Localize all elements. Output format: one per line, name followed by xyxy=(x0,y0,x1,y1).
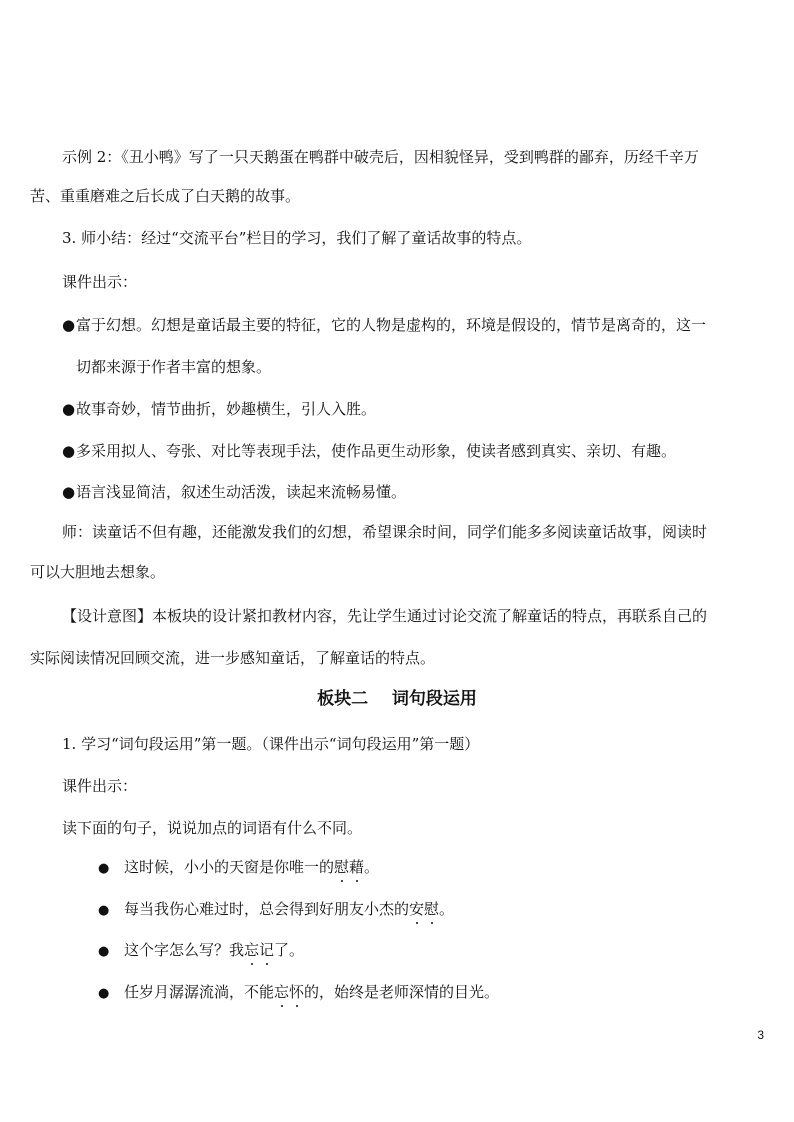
bullet-dot: ● xyxy=(62,316,76,334)
design-intent-line1: 【设计意图】本板块的设计紧扣教材内容，先让学生通过讨论交流了解童话的特点，再联系自己的 xyxy=(62,607,708,625)
study-instruction: 1. 学习“词句段运用”第一题。（课件出示“词句段运用”第一题） xyxy=(62,735,480,753)
bullet-text: 多采用拟人、夸张、对比等表现手法，使作品更生动形象，使读者感到真实、亲切、有趣。 xyxy=(76,442,677,460)
courseware-label: 课件出示： xyxy=(62,777,138,795)
bullet-dot: ● xyxy=(98,903,110,918)
emphasized-char: 安 xyxy=(409,900,425,918)
bullet-dot: ● xyxy=(98,861,110,876)
bullet-dot: ● xyxy=(62,483,76,501)
bullet-text-continued: 切都来源于作者丰富的想象。 xyxy=(76,358,272,376)
section-title: 板块二 词句段运用 xyxy=(317,689,477,709)
sentence-item xyxy=(98,982,499,1004)
courseware-label: 课件出示： xyxy=(62,273,138,291)
bullet-item xyxy=(62,441,676,461)
bullet-item xyxy=(62,399,376,419)
bullet-text: 语言浅显简洁，叙述生动活泼，读起来流畅易懂。 xyxy=(76,483,407,501)
design-intent-line2: 实际阅读情况回顾交流，进一步感知童话，了解童话的特点。 xyxy=(30,649,436,667)
bullet-text: 富于幻想。幻想是童话最主要的特征，它的人物是虚构的，环境是假设的，情节是离奇的，这一 xyxy=(76,316,707,334)
sentence-item xyxy=(98,899,454,921)
summary-text: 3. 师小结：经过“交流平台”栏目的学习，我们了解了童话故事的特点。 xyxy=(62,229,532,247)
bullet-dot: ● xyxy=(98,944,110,959)
page-number: 3 xyxy=(757,1028,764,1042)
sentence-text: 这个字怎么写？我 xyxy=(124,941,245,959)
sentence-text: 任岁月潺潺流淌，不能 xyxy=(124,983,275,1001)
example2-line2: 苦、重重磨难之后长成了白天鹅的故事。 xyxy=(30,187,301,205)
emphasized-char: 藉 xyxy=(349,858,365,876)
teacher-line1: 师：读童话不但有趣，还能激发我们的幻想，希望课余时间，同学们能多多阅读童话故事，阅读时 xyxy=(62,523,708,541)
bullet-dot: ● xyxy=(62,442,76,460)
emphasized-char: 忘 xyxy=(244,941,260,959)
sentence-text: 。 xyxy=(439,900,455,918)
sentence-text: 。 xyxy=(364,858,380,876)
sentence-item xyxy=(98,940,304,962)
sentence-text: 这时候，小小的天窗是你唯一的 xyxy=(124,858,335,876)
bullet-dot: ● xyxy=(98,986,110,1001)
bullet-item xyxy=(62,482,406,502)
emphasized-char: 怀 xyxy=(289,983,305,1001)
teacher-line2: 可以大胆地去想象。 xyxy=(30,563,166,581)
sentence-text: 的，始终是老师深情的目光。 xyxy=(304,983,500,1001)
sentence-text: 了。 xyxy=(274,941,305,959)
emphasized-char: 忘 xyxy=(274,983,290,1001)
emphasized-char: 记 xyxy=(259,941,275,959)
emphasized-char: 慰 xyxy=(334,858,350,876)
emphasized-char: 慰 xyxy=(424,900,440,918)
bullet-text: 故事奇妙，情节曲折，妙趣横生，引人入胜。 xyxy=(76,400,377,418)
reading-instruction: 读下面的句子，说说加点的词语有什么不同。 xyxy=(62,819,363,837)
sentence-item xyxy=(98,857,379,879)
sentence-text: 每当我伤心难过时，总会得到好朋友小杰的 xyxy=(124,900,410,918)
bullet-item xyxy=(62,315,706,335)
example2-line1: 示例 2：《丑小鸭》写了一只天鹅蛋在鸭群中破壳后，因相貌怪异，受到鸭群的鄙弃，历经千辛万 xyxy=(62,148,699,166)
bullet-dot: ● xyxy=(62,400,76,418)
